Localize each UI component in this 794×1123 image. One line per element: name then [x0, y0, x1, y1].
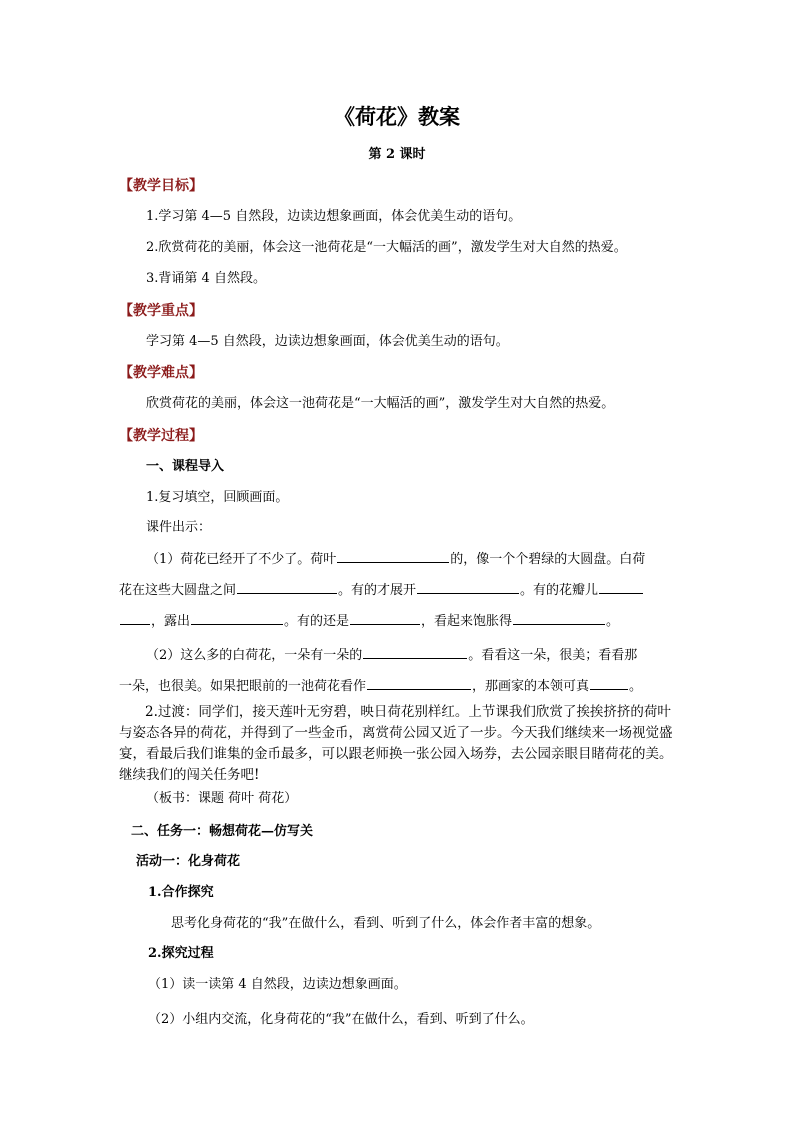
fill-text: ，那画家的本领可真 [472, 679, 590, 694]
goal-item: 2.欣赏荷花的美丽，体会这一池荷花是“一大幅活的画”，激发学生对大自然的热爱。 [146, 240, 627, 255]
fill-exercise-1-line2 [119, 580, 644, 601]
part1-item1: 1.复习填空，回顾画面。 [146, 490, 289, 505]
process-step: （2）小组内交流，化身荷花的“我”在做什么，看到、听到了什么。 [148, 1012, 534, 1027]
fill-blank [590, 676, 628, 690]
courseware-label: 课件出示： [146, 520, 212, 535]
cooperate-text: 思考化身荷花的“我”在做什么，看到、听到了什么，体会作者丰富的想象。 [171, 916, 601, 931]
fill-text: 一朵，也很美。如果把眼前的一池荷花看作 [119, 679, 367, 694]
fill-exercise-2-line2 [119, 676, 642, 697]
board-writing: （板书：课题 荷叶 荷花） [146, 791, 298, 806]
process-step: （1）读一读第 4 自然段，边读边想象画面。 [148, 977, 407, 992]
section-heading-difficult: 【教学难点】 [119, 365, 203, 381]
fill-exercise-2-line1 [146, 645, 637, 666]
part1-heading: 一、课程导入 [146, 459, 225, 474]
fill-blank [337, 549, 449, 563]
fill-blank [237, 580, 337, 594]
transition-paragraph: 2.过渡：同学们，接天莲叶无穷碧，映日荷花别样红。上节课我们欣赏了挨挨挤挤的荷叶与姿态各异的荷花，并得到了一些金币，离赏荷公园又近了一步。今天我们继续来一场视觉盛宴，看最后我们谁集的金币最多，可以跟老师换一张公园入场券，去公园亲眼目睹荷花的美。继续我们的闯关任务吧! [119, 704, 673, 783]
fill-text: 花在这些大圆盘之间 [119, 583, 237, 598]
fill-blank [363, 645, 467, 659]
fill-blank [367, 676, 471, 690]
subsection-cooperate: 1.合作探究 [148, 885, 214, 900]
page-title: 《荷花》教案 [334, 104, 460, 129]
fill-text: 。有的还是 [284, 614, 350, 629]
fill-text: 。 [606, 614, 620, 629]
fill-text: （2）这么多的白荷花，一朵有一朵的 [146, 648, 363, 663]
activity-heading: 活动一：化身荷花 [136, 854, 241, 869]
section-heading-key: 【教学重点】 [119, 303, 203, 319]
fill-text: （1）荷花已经开了不少了。荷叶 [146, 552, 337, 567]
fill-text: 。有的花瓣儿 [520, 583, 599, 598]
fill-text: 。有的才展开 [338, 583, 417, 598]
fill-text: ，看起来饱胀得 [421, 614, 513, 629]
section-heading-process: 【教学过程】 [119, 428, 203, 444]
subsection-process: 2.探究过程 [148, 946, 214, 961]
fill-text: 。 [629, 679, 643, 694]
fill-blank [513, 611, 605, 625]
fill-text: 的，像一个个碧绿的大圆盘。白荷 [450, 552, 646, 567]
difficult-point-text: 欣赏荷花的美丽，体会这一池荷花是“一大幅活的画”，激发学生对大自然的热爱。 [146, 396, 615, 411]
page-subtitle: 第 2 课时 [368, 147, 426, 162]
part2-heading: 二、任务一：畅想荷花—仿写关 [131, 824, 314, 839]
fill-text: 。看看这一朵，很美；看看那 [468, 648, 638, 663]
fill-exercise-1-line1 [146, 549, 645, 570]
fill-text: ，露出 [151, 614, 191, 629]
fill-blank [417, 580, 519, 594]
section-heading-goals: 【教学目标】 [119, 178, 203, 194]
goal-item: 1.学习第 4—5 自然段，边读边想象画面，体会优美生动的语句。 [146, 209, 522, 224]
goal-item: 3.背诵第 4 自然段。 [146, 271, 266, 286]
fill-blank [120, 611, 150, 625]
key-point-text: 学习第 4—5 自然段，边读边想象画面，体会优美生动的语句。 [146, 334, 509, 349]
fill-blank [599, 580, 643, 594]
fill-exercise-1-line3 [119, 611, 619, 632]
fill-blank [350, 611, 420, 625]
fill-blank [191, 611, 283, 625]
